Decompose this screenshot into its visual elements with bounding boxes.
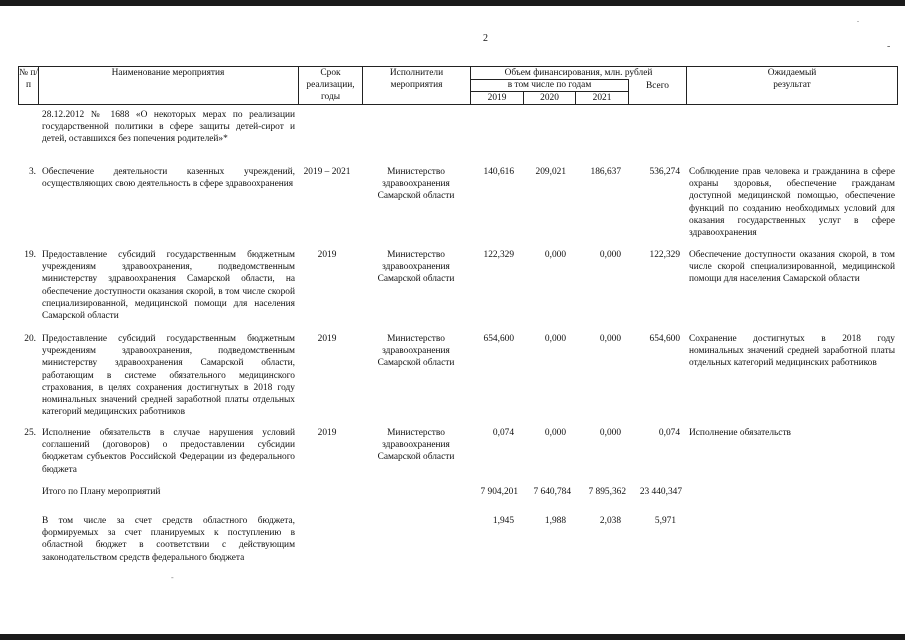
- regional-value-2020: 1,988: [544, 516, 566, 526]
- row-value-2020: 0,000: [544, 334, 566, 344]
- row-name: Предоставление субсидий государственным бюджетным учреждениям здравоохранения, подведомственным министерству здравоохранения Самарской области, на обеспечение доступности оказания скорой, в том числе скорой специализированной, медицинской помощи для населения Самарской области: [42, 250, 295, 322]
- row-value-2020: 209,021: [535, 167, 566, 177]
- row-value-2021: 0,000: [599, 334, 621, 344]
- row-term: 2019: [317, 250, 337, 260]
- row-result: Сохранение достигнутых в 2018 году номинальных значений средней заработной платы отдельных категорий медицинских работников: [689, 334, 895, 369]
- row-value-2021: 0,000: [599, 428, 621, 438]
- total-sum: 23 440,347: [639, 487, 682, 497]
- row-executor: Министерство здравоохранения Самарской области: [377, 167, 455, 202]
- regional-total: 5,971: [654, 516, 676, 526]
- scan-speck: -: [171, 573, 174, 582]
- row-value-2019: 654,600: [483, 334, 514, 344]
- row-executor: Министерство здравоохранения Самарской области: [377, 250, 455, 285]
- regional-label: В том числе за счет средств областного бюджета, формируемых за счет планируемых к поступлению в областной бюджет в соответствии с действующим законодательством средств федерального бюджета: [42, 516, 295, 563]
- header-num: № п/п: [19, 68, 38, 91]
- row-number: 20.: [24, 334, 36, 344]
- regional-value-2019: 1,945: [492, 516, 514, 526]
- row-value-2020: 0,000: [544, 428, 566, 438]
- row-term: 2019 – 2021: [303, 167, 351, 177]
- row-result: Обеспечение доступности оказания скорой, в том числе скорой специализированной, медицинской помощи для населения Самарской области: [689, 250, 895, 285]
- header-bottom-line: [18, 104, 898, 105]
- total-label: Итого по Плану мероприятий: [42, 487, 161, 497]
- header-term: Срок реализации, годы: [306, 68, 355, 103]
- total-value-2019: 7 904,201: [480, 487, 518, 497]
- row-value-2019: 122,329: [483, 250, 514, 260]
- row-value-2019: 140,616: [483, 167, 514, 177]
- row-total: 536,274: [649, 167, 680, 177]
- row-name: Обеспечение деятельности казенных учреждений, осуществляющих свою деятельность в сфере здравоохранения: [42, 167, 295, 190]
- scan-speck: .: [857, 15, 859, 24]
- page-number: 2: [483, 33, 488, 44]
- row-name: Исполнение обязательств в случае нарушения условий соглашений (договоров) о предоставлении субсидии бюджетам субъектов Российской Федерации из федерального бюджета: [42, 428, 295, 475]
- row-name: Предоставление субсидий государственным бюджетным учреждениям здравоохранения, подведомственным министерству здравоохранения Самарской области, работающим в системе обязательного медицинского страхования, в целях сохранения достигнутых в 2018 году номинальных значений средней заработной платы отдельных категорий медицинских работников: [42, 334, 295, 418]
- row-value-2021: 0,000: [599, 250, 621, 260]
- header-exec: Исполнители мероприятия: [389, 68, 444, 91]
- header-by-years: в том числе по годам: [507, 80, 592, 90]
- header-result: Ожидаемый результат: [767, 68, 817, 91]
- total-value-2020: 7 640,784: [533, 487, 571, 497]
- row-value-2020: 0,000: [544, 250, 566, 260]
- header-total: Всего: [646, 81, 669, 91]
- row-executor: Министерство здравоохранения Самарской области: [377, 428, 455, 463]
- header-year-2021: 2021: [592, 93, 612, 103]
- row-total: 0,074: [658, 428, 680, 438]
- header-name: Наименование мероприятия: [111, 68, 225, 78]
- row-number: 25.: [24, 428, 36, 438]
- header-year-2020: 2020: [540, 93, 559, 103]
- row-term: 2019: [317, 334, 337, 344]
- total-value-2021: 7 895,362: [588, 487, 626, 497]
- row-value-2021: 186,637: [590, 167, 621, 177]
- row-executor: Министерство здравоохранения Самарской области: [377, 334, 455, 369]
- row-result: Исполнение обязательств: [689, 428, 791, 438]
- scan-speck: -: [887, 41, 891, 52]
- row-total: 654,600: [649, 334, 680, 344]
- row-total: 122,329: [649, 250, 680, 260]
- header-year-2019: 2019: [487, 93, 507, 103]
- row-number: 3.: [28, 167, 36, 177]
- row-result: Соблюдение прав человека и гражданина в сфере охраны здоровья, обеспечение гражданам доступной медицинской помощью, обеспечение функций по созданию необходимых условий для оказания государственных услуг в сфере здравоохранения: [689, 167, 895, 239]
- row-term: 2019: [317, 428, 337, 438]
- regional-value-2021: 2,038: [599, 516, 621, 526]
- row-value-2019: 0,074: [492, 428, 514, 438]
- header-funding: Объем финансирования, млн. рублей: [504, 68, 653, 78]
- top-scan-border: [0, 0, 905, 6]
- row-name: 28.12.2012 № 1688 «О некоторых мерах по реализации государственной политики в сфере защиты детей-сирот и детей, оставшихся без попечения родителей»*: [42, 110, 295, 145]
- row-number: 19.: [24, 250, 36, 260]
- bottom-scan-border: [0, 634, 905, 640]
